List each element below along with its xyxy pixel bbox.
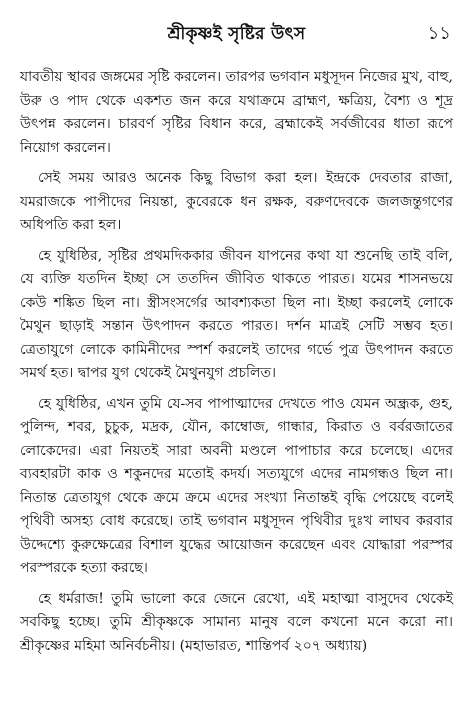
body-text: [20, 66, 453, 665]
page-number: ১১: [427, 23, 451, 44]
paragraph: সেই সময় আরও অনেক কিছু বিভাগ করা হল। ইন্দ্রকে দেবতার রাজা, যমরাজকে পাপীদের নিয়ন্তা, কুবেরকে ধন রক্ষক, বরুণদেবকে জলজন্তুগণের অধিপতি করা হল।: [20, 170, 453, 233]
running-title: শ্রীকৃষ্ণই সৃষ্টির উৎস: [167, 24, 306, 44]
paragraph: হে ধর্মরাজ! তুমি ভালো করে জেনে রেখো, এই মহাত্মা বাসুদেব থেকেই সবকিছু হচ্ছে। তুমি শ্রীকৃষ্ণকে সামান্য মানুষ বলে কখনো মনে করো না। শ্রীকৃষ্ণের মহিমা অনির্বচনীয়। (মহাভারত, শান্তিপর্ব ২০৭ অধ্যায়): [20, 590, 453, 654]
paragraph: হে যুধিষ্ঠির, এখন তুমি যে-সব পাপাত্মাদের দেখতে পাও যেমন অন্ধ্রক, গুহ, পুলিন্দ, শবর, চুচুক, মদ্রক, যৌন, কাম্বোজ, গান্ধার, কিরাত ও বর্বরজাতের লোকেদের। এরা নিয়তই সারা অবনী মণ্ডলে পাপাচার করে চলেছে। এদের ব্যবহারটা কাক ও শকুনদের মতোই কদর্য। সত্যযুগে এদের নামগন্ধও ছিল না। নিতান্ত ত্রেতাযুগ থেকে ক্রমে ক্রমে এদের সংখ্যা নিতান্তই বৃদ্ধি পেয়েছে বলেই পৃথিবী অসহ্য বোধ করেছে। তাই ভগবান মধুসূদন পৃথিবীর দুঃখ লাঘব করবার উদ্দেশ্যে কুরুক্ষেত্রের বিশাল যুদ্ধের আয়োজন করেছেন এবং যোদ্ধারা পরস্পর পরস্পরকে হত্যা করছে।: [20, 395, 453, 576]
paragraph: হে যুধিষ্ঠির, সৃষ্টির প্রথমদিককার জীবন যাপনের কথা যা শুনেছি তাই বলি, যে ব্যক্তি যতদিন ইচ্ছা সে ততদিন জীবিত থাকতে পারত। যমের শাসনভয়ে কেউ শঙ্কিত ছিল না। স্ত্রীসংসর্গের আবশ্যকতা ছিল না। ইচ্ছা করলেই লোকে মৈথুন ছাড়াই সন্তান উৎপাদন করতে পারত। দর্শন মাত্রই সেটি সম্ভব হত। ত্রেতাযুগে লোকে কামিনীদের স্পর্শ করলেই তাদের গর্ভে পুত্র উৎপাদন করতে সমর্থ হত। দ্বাপর যুগ থেকেই মৈথুনযুগ প্রচলিত।: [20, 247, 453, 381]
paragraph: যাবতীয় স্থাবর জঙ্গমের সৃষ্টি করলেন। তারপর ভগবান মধুসূদন নিজের মুখ, বাহু, উরু ও পাদ থেকে একশত জন করে যথাক্রমে ব্রাহ্মণ, ক্ষত্রিয়, বৈশ্য ও শূদ্র উৎপন্ন করলেন। চারবর্ণ সৃষ্টির বিধান করে, ব্রহ্মাকেই সর্বজীবের ধাতা রূপে নিয়োগ করলেন।: [20, 69, 453, 156]
page-header: [22, 22, 451, 50]
